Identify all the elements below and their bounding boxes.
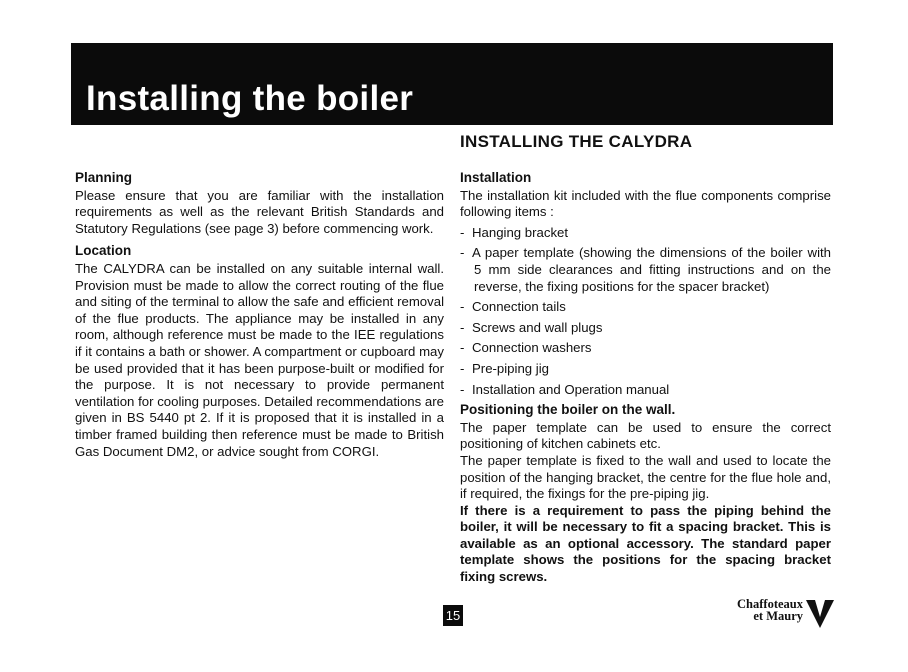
page-number: 15: [443, 605, 463, 626]
list-item: - Connection washers: [460, 340, 592, 356]
left-column: [75, 170, 444, 460]
planning-text: Please ensure that you are familiar with the installation requirements as well as the relevant British Standards and Statutory Regulations (see page 3) before commencing work.: [75, 187, 444, 236]
list-item: - Connection tails: [460, 299, 566, 315]
list-item: - A paper template (showing the dimensions of the boiler with 5 mm side clearances and fitting instructions and on the reverse, the fixing positions for the spacer bracket): [460, 245, 831, 294]
page-title: Installing the boiler: [86, 79, 414, 118]
brand-v-icon: [806, 600, 834, 628]
location-heading: Location: [75, 243, 132, 259]
spacing-bracket-note: If there is a requirement to pass the piping behind the boiler, it will be necessary to fit a spacing bracket. This is available as an optional accessory. The standard paper template shows the positions for the spacing bracket fixing screws.: [460, 502, 831, 585]
section-heading: INSTALLING THE CALYDRA: [460, 132, 693, 151]
right-column: [460, 170, 831, 586]
installation-heading: Installation: [460, 170, 532, 185]
positioning-heading: Positioning the boiler on the wall.: [460, 402, 676, 418]
list-item: - Installation and Operation manual: [460, 381, 670, 397]
title-banner: [71, 43, 833, 125]
list-item: - Pre-piping jig: [460, 360, 549, 376]
installation-intro: The installation kit included with the flue components comprise following items :: [460, 187, 831, 220]
positioning-text-2: The paper template is fixed to the wall and used to locate the position of the hanging bracket, the centre for the flue hole and, if required, the fixings for the pre-piping jig.: [460, 452, 831, 502]
positioning-text-1: The paper template can be used to ensure the correct positioning of kitchen cabinets etc.: [460, 419, 831, 452]
list-item: - Hanging bracket: [460, 224, 569, 240]
brand-logo: [734, 598, 834, 628]
location-text: The CALYDRA can be installed on any suitable internal wall. Provision must be made to allow the correct routing of the flue and siting of the terminal to allow the safe and efficient removal of the flue products. The appliance may be installed in any room, although reference must be made to the IEE regulations if it contains a bath or shower. A compartment or cupboard may be used provided that it has been purpose-built or modified for the purpose. It is not necessary to provide permanent ventilation for cooling purposes. Detailed recommendations are given in BS 5440 pt 2. If it is proposed that it is installed in a timber framed building then reference must be made to British Gas Document DM2, or advice sought from CORGI.: [75, 260, 444, 459]
planning-heading: Planning: [75, 170, 132, 185]
list-item: - Screws and wall plugs: [460, 319, 603, 335]
kit-items-list: [460, 225, 831, 398]
brand-wordmark: Chaffoteaux et Maury: [737, 597, 803, 623]
